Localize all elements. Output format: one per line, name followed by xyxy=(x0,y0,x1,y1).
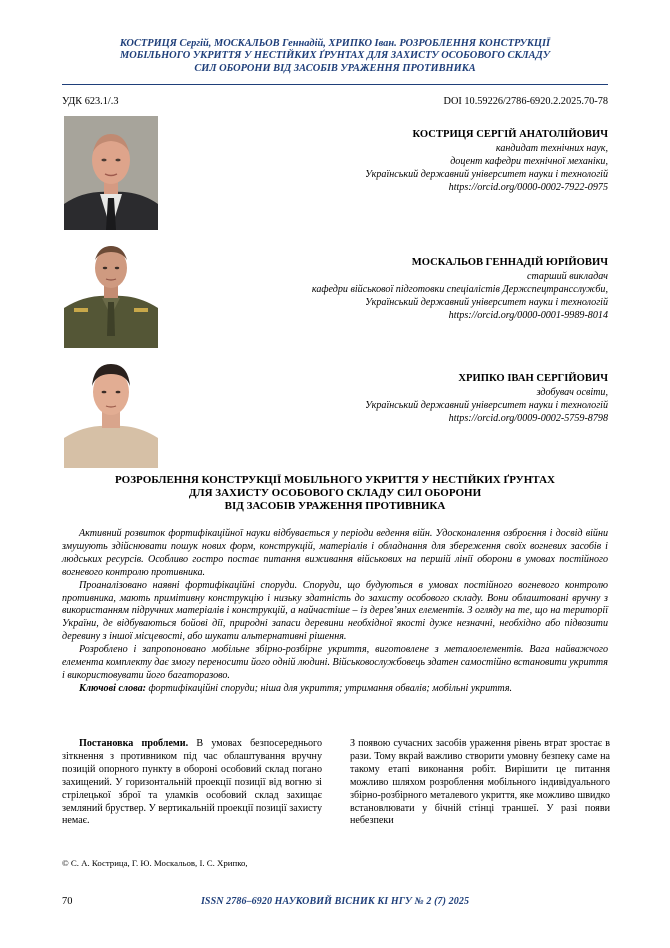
body-column-right xyxy=(350,738,610,828)
author-name-2: МОСКАЛЬОВ ГЕННАДІЙ ЮРІЙОВИЧ xyxy=(411,257,608,268)
running-head xyxy=(62,38,608,75)
article-title xyxy=(62,474,608,514)
author-department-2: кафедри військової підготовки спеціалістів Держспецтрансслужби, xyxy=(311,284,608,296)
keywords-label: Ключові слова: xyxy=(79,682,146,694)
title-line-1: РОЗРОБЛЕННЯ КОНСТРУКЦІЇ МОБІЛЬНОГО УКРИТТЯ У НЕСТІЙКИХ ҐРУНТАХ xyxy=(115,474,555,486)
title-line-3: ВІД ЗАСОБІВ УРАЖЕННЯ ПРОТИВНИКА xyxy=(224,500,446,513)
author-info-3 xyxy=(188,372,608,425)
author-name-3: ХРИПКО ІВАН СЕРГІЙОВИЧ xyxy=(458,373,608,384)
author-name-1: КОСТРИЦЯ СЕРГІЙ АНАТОЛІЙОВИЧ xyxy=(412,129,608,140)
author-position-2: старший викладач xyxy=(527,271,608,282)
udk-code: УДК 623.1/.3 xyxy=(62,96,119,107)
journal-footer: ISSN 2786–6920 НАУКОВИЙ ВІСНИК КІ НГУ № 2 (7) 2025 xyxy=(200,896,470,907)
author-affiliation-2: Український державний університет науки і технологій xyxy=(365,297,608,309)
abstract xyxy=(62,528,608,696)
author-position-1: доцент кафедри технічної механіки, xyxy=(450,156,608,168)
author-orcid-1[interactable]: https://orcid.org/0000-0002-7922-0975 xyxy=(448,182,608,194)
problem-statement-paragraph xyxy=(62,738,322,828)
author-photo-3 xyxy=(64,352,158,468)
title-line-2: ДЛЯ ЗАХИСТУ ОСОБОВОГО СКЛАДУ СИЛ ОБОРОНИ xyxy=(188,487,482,500)
author-info-2 xyxy=(188,256,608,322)
copyright-notice: © С. А. Кострица, Г. Ю. Москальов, І. С. Хрипко, xyxy=(62,858,248,868)
section-heading: Постановка проблеми. xyxy=(79,738,189,749)
abstract-paragraph-1: Активний розвиток фортифікаційної науки відбувається у періоди ведення війн. Удосконалення озброєння і досвід війни змушують здійснювати пошук нових форм, конструкцій, матеріалів і обладнання для збереження своїх вогневих засобів і людських ресурсів. Особливо гостро постає питання виживання військових на першій лінії оборони в умовах постійного вогневого контролю противника. xyxy=(62,528,608,578)
body-right-text: З появою сучасних засобів ураження рівень втрат зростає в рази. Тому вкрай важливо створити умовну безпеку саме на такому етапі виконання робіт. Вирішити це питання можливо шляхом розроблення мобільного індивідуального збірно-розбірного металевого укриття, яке можливо швидко встановлювати у бічній стінці траншеї. У разі появи небезпеки xyxy=(350,738,610,827)
keywords xyxy=(62,683,608,696)
author-status-3: здобувач освіти, xyxy=(536,387,608,398)
abstract-paragraph-2: Проаналізовано наявні фортифікаційні споруди. Споруди, що будуються в умовах постійного вогневого контролю противника, мають примітивну конструкцію і низьку здатність до захисту особового складу. Вони облаштовані вручну з використанням підручних матеріалів і конструкцій, а найчастіше – із дерев’яних елементів. З огляду на те, що на території України, де відбуваються бойові дії, природні запаси деревини необхідної якості дуже незначні, необхідно або підвозити деревину з іншої місцевості, або шукати альтернативні рішення. xyxy=(62,579,608,643)
running-head-line-3: СИЛ ОБОРОНИ ВІД ЗАСОБІВ УРАЖЕННЯ ПРОТИВНИКА xyxy=(194,62,476,74)
author-affiliation-3: Український державний університет науки і технологій xyxy=(365,400,608,412)
author-photo-2 xyxy=(64,236,158,348)
author-degree-1: кандидат технічних наук, xyxy=(495,143,608,154)
body-column-left xyxy=(62,738,322,828)
keywords-text: фортифікаційні споруди; ніша для укриття; утримання обвалів; мобільні укриття. xyxy=(146,682,513,694)
author-orcid-2[interactable]: https://orcid.org/0000-0001-9989-8014 xyxy=(448,310,608,322)
running-head-line-1: КОСТРИЦЯ Сергій, МОСКАЛЬОВ Геннадій, ХРИПКО Іван. РОЗРОБЛЕННЯ КОНСТРУКЦІЇ xyxy=(119,38,551,49)
running-head-line-2: МОБІЛЬНОГО УКРИТТЯ У НЕСТІЙКИХ ҐРУНТАХ ДЛЯ ЗАХИСТУ ОСОБОВОГО СКЛАДУ xyxy=(119,50,550,62)
header-divider xyxy=(62,84,608,85)
author-info-1 xyxy=(188,128,608,194)
author-orcid-3[interactable]: https://orcid.org/0009-0002-5759-8798 xyxy=(448,413,608,425)
doi: DOI 10.59226/2786-6920.2.2025.70-78 xyxy=(443,96,608,107)
author-photo-1 xyxy=(64,116,158,230)
problem-statement-text: В умовах безпосереднього зіткнення з противником під час облаштування вручну позицій опорного пункту в обороні особовий склад погано захищений. У горизонтальній проекції позиції від вогню зі стрілецької зброї та уламків особовий склад захищає земляний бруствер. У вертикальній проекції позиції захисту немає. xyxy=(62,738,322,827)
page-number: 70 xyxy=(62,896,73,907)
abstract-paragraph-3: Розроблено і запропоновано мобільне збірно-розбірне укриття, виготовлене з металоелементів. Вага найважчого елемента комплекту дає змогу переносити його одній людині. Військовослужбовець здатен самостійно встановити укриття і використовувати його багаторазово. xyxy=(62,644,608,681)
author-affiliation-1: Український державний університет науки і технологій xyxy=(365,169,608,181)
